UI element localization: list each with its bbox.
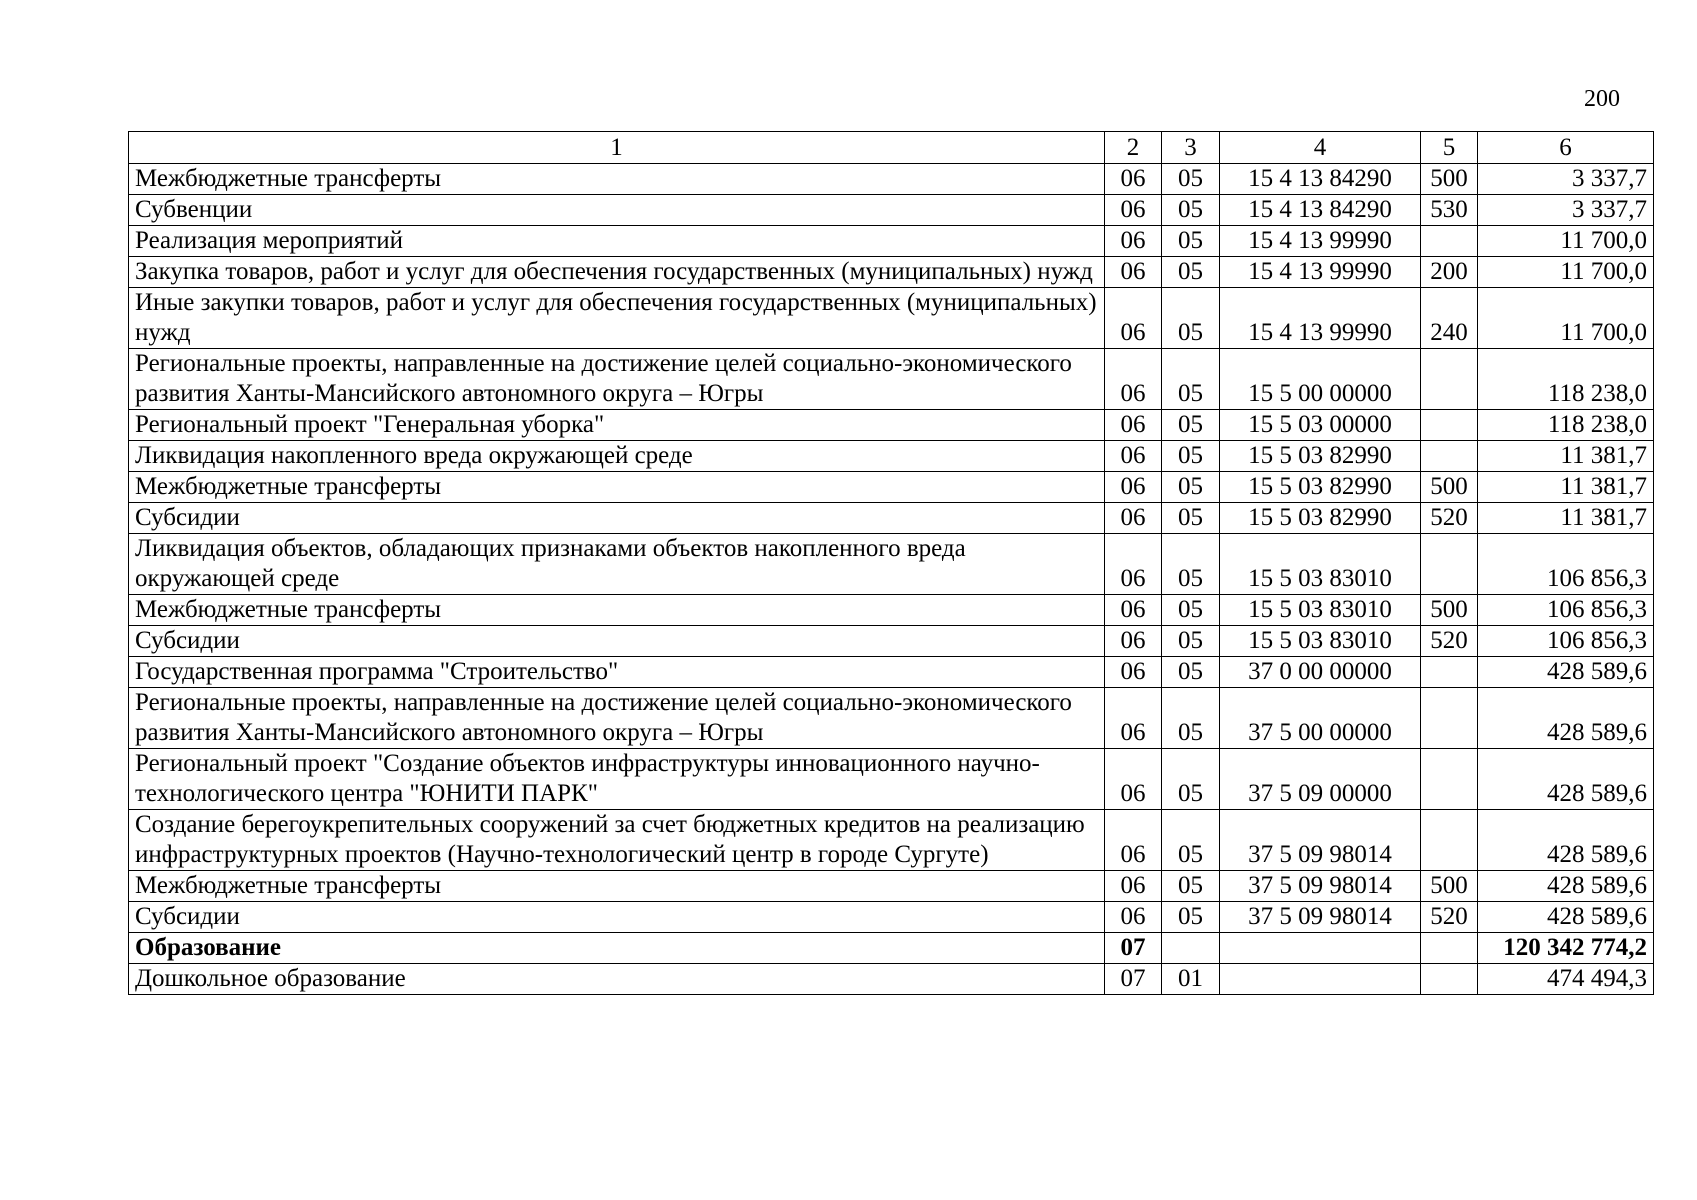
amount-cell: 120 342 774,2 bbox=[1478, 933, 1654, 964]
expense-type-cell: 240 bbox=[1421, 288, 1478, 349]
table-row bbox=[129, 534, 1654, 595]
expense-type-cell bbox=[1421, 749, 1478, 810]
target-article-cell: 15 5 03 82990 bbox=[1220, 472, 1421, 503]
expense-type-cell: 530 bbox=[1421, 195, 1478, 226]
section-code-cell: 06 bbox=[1105, 441, 1162, 472]
subsection-code-cell: 05 bbox=[1162, 810, 1220, 871]
row-name-cell: Закупка товаров, работ и услуг для обеспечения государственных (муниципальных) нужд bbox=[129, 257, 1105, 288]
table-row bbox=[129, 626, 1654, 657]
table-row bbox=[129, 871, 1654, 902]
row-name-cell: Региональные проекты, направленные на достижение целей социально-экономического развития Ханты-Мансийского автономного округа – Югры bbox=[129, 349, 1105, 410]
target-article-cell: 15 5 03 82990 bbox=[1220, 441, 1421, 472]
row-name-cell: Субвенции bbox=[129, 195, 1105, 226]
subsection-code-cell: 05 bbox=[1162, 626, 1220, 657]
amount-cell: 106 856,3 bbox=[1478, 626, 1654, 657]
section-code-cell: 06 bbox=[1105, 749, 1162, 810]
target-article-cell: 37 5 09 00000 bbox=[1220, 749, 1421, 810]
column-header-2: 2 bbox=[1105, 132, 1162, 164]
row-name-cell: Региональный проект "Генеральная уборка" bbox=[129, 410, 1105, 441]
amount-cell: 428 589,6 bbox=[1478, 871, 1654, 902]
row-name-cell: Ликвидация накопленного вреда окружающей среде bbox=[129, 441, 1105, 472]
target-article-cell: 15 4 13 99990 bbox=[1220, 226, 1421, 257]
section-code-cell: 06 bbox=[1105, 410, 1162, 441]
expense-type-cell bbox=[1421, 349, 1478, 410]
amount-cell: 428 589,6 bbox=[1478, 749, 1654, 810]
table-row bbox=[129, 902, 1654, 933]
subsection-code-cell: 05 bbox=[1162, 164, 1220, 195]
amount-cell: 118 238,0 bbox=[1478, 410, 1654, 441]
expense-type-cell bbox=[1421, 688, 1478, 749]
target-article-cell: 37 5 09 98014 bbox=[1220, 810, 1421, 871]
row-name-cell: Реализация мероприятий bbox=[129, 226, 1105, 257]
target-article-cell: 37 5 09 98014 bbox=[1220, 902, 1421, 933]
section-code-cell: 06 bbox=[1105, 657, 1162, 688]
amount-cell: 106 856,3 bbox=[1478, 595, 1654, 626]
target-article-cell: 37 5 09 98014 bbox=[1220, 871, 1421, 902]
amount-cell: 428 589,6 bbox=[1478, 810, 1654, 871]
section-code-cell: 06 bbox=[1105, 349, 1162, 410]
row-name-cell: Межбюджетные трансферты bbox=[129, 164, 1105, 195]
subsection-code-cell: 05 bbox=[1162, 195, 1220, 226]
table-row bbox=[129, 288, 1654, 349]
subsection-code-cell: 05 bbox=[1162, 349, 1220, 410]
amount-cell: 474 494,3 bbox=[1478, 964, 1654, 995]
row-name-cell: Ликвидация объектов, обладающих признаками объектов накопленного вреда окружающей среде bbox=[129, 534, 1105, 595]
amount-cell: 106 856,3 bbox=[1478, 534, 1654, 595]
subsection-code-cell: 05 bbox=[1162, 226, 1220, 257]
column-header-3: 3 bbox=[1162, 132, 1220, 164]
section-code-cell: 06 bbox=[1105, 195, 1162, 226]
subsection-code-cell: 05 bbox=[1162, 503, 1220, 534]
table-header-row bbox=[129, 132, 1654, 164]
section-code-cell: 06 bbox=[1105, 871, 1162, 902]
budget-table bbox=[128, 131, 1654, 995]
section-code-cell: 06 bbox=[1105, 164, 1162, 195]
section-code-cell: 06 bbox=[1105, 688, 1162, 749]
page-number: 200 bbox=[1584, 86, 1620, 112]
target-article-cell: 15 4 13 84290 bbox=[1220, 164, 1421, 195]
table-row bbox=[129, 503, 1654, 534]
amount-cell: 11 700,0 bbox=[1478, 226, 1654, 257]
section-code-cell: 06 bbox=[1105, 902, 1162, 933]
subsection-code-cell: 05 bbox=[1162, 595, 1220, 626]
row-name-cell: Межбюджетные трансферты bbox=[129, 871, 1105, 902]
column-header-1: 1 bbox=[129, 132, 1105, 164]
table-row bbox=[129, 410, 1654, 441]
row-name-cell: Образование bbox=[129, 933, 1105, 964]
row-name-cell: Дошкольное образование bbox=[129, 964, 1105, 995]
row-name-cell: Субсидии bbox=[129, 626, 1105, 657]
section-code-cell: 07 bbox=[1105, 964, 1162, 995]
target-article-cell: 15 5 03 82990 bbox=[1220, 503, 1421, 534]
expense-type-cell bbox=[1421, 534, 1478, 595]
section-code-cell: 06 bbox=[1105, 534, 1162, 595]
table-row bbox=[129, 257, 1654, 288]
row-name-cell: Региональный проект "Создание объектов инфраструктуры инновационного научно-технологического центра "ЮНИТИ ПАРК" bbox=[129, 749, 1105, 810]
row-name-cell: Региональные проекты, направленные на достижение целей социально-экономического развития Ханты-Мансийского автономного округа – Югры bbox=[129, 688, 1105, 749]
table-row bbox=[129, 226, 1654, 257]
section-code-cell: 06 bbox=[1105, 503, 1162, 534]
expense-type-cell bbox=[1421, 441, 1478, 472]
table-body bbox=[129, 164, 1654, 995]
subsection-code-cell: 05 bbox=[1162, 902, 1220, 933]
target-article-cell: 15 5 03 83010 bbox=[1220, 595, 1421, 626]
target-article-cell bbox=[1220, 964, 1421, 995]
subsection-code-cell: 05 bbox=[1162, 657, 1220, 688]
row-name-cell: Создание берегоукрепительных сооружений за счет бюджетных кредитов на реализацию инфраструктурных проектов (Научно-технологический центр в городе Сургуте) bbox=[129, 810, 1105, 871]
table-row bbox=[129, 472, 1654, 503]
amount-cell: 11 381,7 bbox=[1478, 472, 1654, 503]
subsection-code-cell: 05 bbox=[1162, 749, 1220, 810]
section-code-cell: 06 bbox=[1105, 595, 1162, 626]
target-article-cell: 15 4 13 84290 bbox=[1220, 195, 1421, 226]
section-code-cell: 06 bbox=[1105, 257, 1162, 288]
section-code-cell: 06 bbox=[1105, 226, 1162, 257]
amount-cell: 3 337,7 bbox=[1478, 164, 1654, 195]
row-name-cell: Государственная программа "Строительство" bbox=[129, 657, 1105, 688]
amount-cell: 11 700,0 bbox=[1478, 288, 1654, 349]
column-header-5: 5 bbox=[1421, 132, 1478, 164]
subsection-code-cell: 01 bbox=[1162, 964, 1220, 995]
section-code-cell: 07 bbox=[1105, 933, 1162, 964]
row-name-cell: Субсидии bbox=[129, 503, 1105, 534]
expense-type-cell: 520 bbox=[1421, 503, 1478, 534]
expense-type-cell: 500 bbox=[1421, 472, 1478, 503]
table-row bbox=[129, 657, 1654, 688]
target-article-cell: 15 4 13 99990 bbox=[1220, 288, 1421, 349]
subsection-code-cell: 05 bbox=[1162, 288, 1220, 349]
table-row bbox=[129, 441, 1654, 472]
target-article-cell: 15 5 03 83010 bbox=[1220, 626, 1421, 657]
amount-cell: 428 589,6 bbox=[1478, 902, 1654, 933]
target-article-cell: 15 5 03 83010 bbox=[1220, 534, 1421, 595]
row-name-cell: Иные закупки товаров, работ и услуг для обеспечения государственных (муниципальных) нужд bbox=[129, 288, 1105, 349]
expense-type-cell bbox=[1421, 933, 1478, 964]
expense-type-cell: 520 bbox=[1421, 626, 1478, 657]
table-row bbox=[129, 810, 1654, 871]
section-code-cell: 06 bbox=[1105, 810, 1162, 871]
expense-type-cell: 500 bbox=[1421, 164, 1478, 195]
table-row bbox=[129, 349, 1654, 410]
subsection-code-cell: 05 bbox=[1162, 472, 1220, 503]
expense-type-cell bbox=[1421, 226, 1478, 257]
column-header-4: 4 bbox=[1220, 132, 1421, 164]
subsection-code-cell bbox=[1162, 933, 1220, 964]
table-row bbox=[129, 595, 1654, 626]
table-row bbox=[129, 749, 1654, 810]
expense-type-cell bbox=[1421, 964, 1478, 995]
subsection-code-cell: 05 bbox=[1162, 534, 1220, 595]
subsection-code-cell: 05 bbox=[1162, 410, 1220, 441]
expense-type-cell bbox=[1421, 410, 1478, 441]
amount-cell: 428 589,6 bbox=[1478, 688, 1654, 749]
expense-type-cell bbox=[1421, 657, 1478, 688]
amount-cell: 118 238,0 bbox=[1478, 349, 1654, 410]
target-article-cell: 15 5 00 00000 bbox=[1220, 349, 1421, 410]
section-code-cell: 06 bbox=[1105, 472, 1162, 503]
expense-type-cell: 520 bbox=[1421, 902, 1478, 933]
table-row bbox=[129, 964, 1654, 995]
subsection-code-cell: 05 bbox=[1162, 688, 1220, 749]
expense-type-cell: 200 bbox=[1421, 257, 1478, 288]
amount-cell: 11 381,7 bbox=[1478, 441, 1654, 472]
amount-cell: 428 589,6 bbox=[1478, 657, 1654, 688]
row-name-cell: Межбюджетные трансферты bbox=[129, 472, 1105, 503]
target-article-cell: 37 0 00 00000 bbox=[1220, 657, 1421, 688]
table-row bbox=[129, 933, 1654, 964]
section-code-cell: 06 bbox=[1105, 288, 1162, 349]
table-row bbox=[129, 164, 1654, 195]
expense-type-cell bbox=[1421, 810, 1478, 871]
amount-cell: 11 700,0 bbox=[1478, 257, 1654, 288]
row-name-cell: Межбюджетные трансферты bbox=[129, 595, 1105, 626]
subsection-code-cell: 05 bbox=[1162, 871, 1220, 902]
target-article-cell bbox=[1220, 933, 1421, 964]
table-row bbox=[129, 195, 1654, 226]
row-name-cell: Субсидии bbox=[129, 902, 1105, 933]
target-article-cell: 15 4 13 99990 bbox=[1220, 257, 1421, 288]
column-header-6: 6 bbox=[1478, 132, 1654, 164]
subsection-code-cell: 05 bbox=[1162, 257, 1220, 288]
table-row bbox=[129, 688, 1654, 749]
expense-type-cell: 500 bbox=[1421, 871, 1478, 902]
subsection-code-cell: 05 bbox=[1162, 441, 1220, 472]
amount-cell: 11 381,7 bbox=[1478, 503, 1654, 534]
target-article-cell: 15 5 03 00000 bbox=[1220, 410, 1421, 441]
target-article-cell: 37 5 00 00000 bbox=[1220, 688, 1421, 749]
amount-cell: 3 337,7 bbox=[1478, 195, 1654, 226]
expense-type-cell: 500 bbox=[1421, 595, 1478, 626]
section-code-cell: 06 bbox=[1105, 626, 1162, 657]
